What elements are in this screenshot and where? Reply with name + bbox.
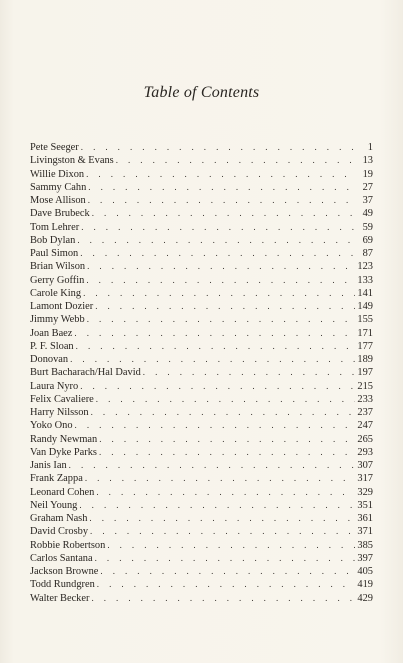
toc-entry-page-number: 49: [362, 208, 373, 220]
toc-entry-page-number: 149: [357, 301, 373, 312]
toc-entry-name: Graham Nash: [30, 513, 88, 524]
dot-leader: [89, 512, 355, 525]
dot-leader: [83, 287, 355, 300]
toc-entry: [30, 234, 373, 247]
toc-entry-name: Pete Seeger: [30, 142, 79, 153]
dot-leader: [86, 168, 355, 181]
dot-leader: [79, 499, 355, 512]
toc-entry-page-number: 307: [357, 460, 373, 471]
toc-entry-name: Neil Young: [30, 499, 78, 511]
toc-entry: [30, 419, 373, 432]
toc-entry-page-number: 405: [357, 566, 373, 577]
dot-leader: [80, 247, 355, 260]
toc-entry-name: Laura Nyro: [30, 380, 79, 392]
dot-leader: [99, 446, 355, 459]
dot-leader: [100, 565, 355, 578]
toc-entry: [30, 340, 373, 353]
toc-entry-name: Dave Brubeck: [30, 208, 90, 220]
dot-leader: [81, 141, 355, 154]
toc-entry-page-number: 385: [357, 539, 373, 551]
toc-entry-name: Jimmy Webb: [30, 314, 85, 326]
toc-entry: [30, 181, 373, 194]
toc-entry: [30, 406, 373, 419]
toc-entry-page-number: 351: [357, 499, 373, 511]
toc-entry: [30, 247, 373, 260]
toc-entry-page-number: 19: [362, 168, 373, 180]
toc-entry: [30, 194, 373, 207]
toc-entry: [30, 366, 373, 379]
dot-leader: [143, 366, 355, 379]
toc-entry-name: P. F. Sloan: [30, 340, 74, 352]
page-title: Table of Contents: [143, 84, 260, 101]
dot-leader: [74, 327, 355, 340]
dot-leader: [95, 300, 355, 313]
toc-entry-name: Carlos Santana: [30, 552, 93, 564]
dot-leader: [88, 194, 355, 207]
toc-entry-name: Van Dyke Parks: [30, 446, 97, 458]
toc-entry: [30, 446, 373, 459]
toc-entry-page-number: 293: [357, 446, 373, 458]
toc-entry-name: David Crosby: [30, 526, 89, 538]
toc-entry-name: Leonard Cohen: [30, 486, 95, 498]
toc-entry: [30, 525, 373, 538]
toc-entry-page-number: 265: [357, 433, 373, 445]
toc-entry: [30, 393, 373, 406]
toc-entry-page-number: 27: [362, 181, 373, 193]
toc-entry: [30, 499, 373, 512]
toc-entry-page-number: 247: [357, 420, 373, 432]
toc-entry-name: Mose Allison: [30, 195, 86, 206]
dot-leader: [77, 234, 355, 247]
toc-entry-name: Janis Ian: [30, 460, 67, 471]
toc-entry-name: Joan Baez: [30, 327, 73, 339]
dot-leader: [107, 539, 355, 552]
toc-entry: [30, 380, 373, 393]
toc-entry-page-number: 197: [357, 367, 373, 379]
toc-entry-name: Paul Simon: [30, 248, 79, 259]
toc-entry-page-number: 233: [357, 393, 373, 405]
toc-entry: [30, 300, 373, 313]
toc-entry-name: Livingston & Evans: [30, 155, 114, 167]
table-of-contents: [30, 141, 373, 605]
toc-entry: [30, 459, 373, 472]
toc-entry-page-number: 13: [362, 155, 373, 167]
toc-entry-page-number: 215: [357, 380, 373, 392]
toc-entry: [30, 512, 373, 525]
toc-entry-page-number: 371: [357, 526, 373, 538]
toc-entry-name: Randy Newman: [30, 433, 98, 445]
dot-leader: [90, 525, 355, 538]
toc-entry: [30, 260, 373, 273]
toc-entry-name: Carole King: [30, 287, 82, 299]
toc-entry-name: Lamont Dozier: [30, 301, 94, 312]
dot-leader: [86, 274, 355, 287]
toc-entry-page-number: 87: [362, 248, 373, 259]
toc-entry-page-number: 237: [357, 407, 373, 418]
toc-entry: [30, 565, 373, 578]
toc-entry: [30, 486, 373, 499]
dot-leader: [69, 459, 355, 472]
toc-entry-name: Gerry Goffin: [30, 274, 85, 286]
toc-entry-page-number: 419: [357, 579, 373, 591]
dot-leader: [92, 207, 355, 220]
toc-entry-page-number: 133: [357, 274, 373, 286]
dot-leader: [91, 406, 355, 419]
toc-entry-page-number: 329: [357, 486, 373, 498]
toc-entry: [30, 168, 373, 181]
dot-leader: [85, 472, 355, 485]
dot-leader: [91, 592, 355, 605]
dot-leader: [75, 419, 355, 432]
toc-entry-name: Walter Becker: [30, 592, 90, 604]
dot-leader: [88, 181, 355, 194]
toc-entry-name: Todd Rundgren: [30, 579, 95, 591]
toc-entry-name: Jackson Browne: [30, 566, 99, 577]
toc-entry: [30, 592, 373, 605]
toc-entry-name: Sammy Cahn: [30, 181, 87, 193]
toc-entry-page-number: 397: [357, 552, 373, 564]
toc-entry: [30, 221, 373, 234]
toc-entry: [30, 141, 373, 154]
toc-entry-page-number: 361: [357, 513, 373, 524]
toc-entry: [30, 154, 373, 167]
toc-entry-page-number: 141: [357, 287, 373, 299]
toc-entry-page-number: 69: [362, 234, 373, 246]
toc-entry: [30, 539, 373, 552]
toc-entry: [30, 552, 373, 565]
toc-entry-name: Felix Cavaliere: [30, 393, 94, 405]
toc-entry-name: Harry Nilsson: [30, 407, 89, 418]
toc-entry-page-number: 189: [357, 354, 373, 365]
toc-entry: [30, 472, 373, 485]
toc-entry-page-number: 37: [362, 195, 373, 206]
toc-entry-name: Willie Dixon: [30, 168, 85, 180]
toc-entry-name: Frank Zappa: [30, 473, 83, 485]
toc-entry-page-number: 171: [357, 327, 373, 339]
toc-entry-page-number: 317: [357, 473, 373, 485]
toc-entry-name: Tom Lehrer: [30, 221, 80, 233]
dot-leader: [81, 221, 355, 234]
toc-entry-page-number: 1: [367, 142, 373, 153]
dot-leader: [80, 380, 355, 393]
toc-entry-page-number: 155: [357, 314, 373, 326]
dot-leader: [70, 353, 355, 366]
toc-entry-name: Burt Bacharach/Hal David: [30, 367, 141, 379]
toc-entry-page-number: 429: [357, 592, 373, 604]
dot-leader: [95, 552, 355, 565]
toc-entry: [30, 274, 373, 287]
toc-entry-name: Yoko Ono: [30, 420, 73, 432]
toc-entry: [30, 578, 373, 591]
toc-entry: [30, 207, 373, 220]
toc-entry: [30, 313, 373, 326]
toc-entry: [30, 287, 373, 300]
dot-leader: [116, 154, 355, 167]
dot-leader: [87, 313, 355, 326]
dot-leader: [96, 393, 355, 406]
toc-entry-name: Brian Wilson: [30, 261, 86, 273]
toc-entry-page-number: 123: [357, 261, 373, 273]
dot-leader: [96, 486, 355, 499]
dot-leader: [99, 433, 355, 446]
toc-entry-name: Bob Dylan: [30, 234, 76, 246]
toc-entry: [30, 353, 373, 366]
toc-entry-name: Robbie Robertson: [30, 539, 106, 551]
dot-leader: [76, 340, 355, 353]
toc-entry-name: Donovan: [30, 354, 69, 365]
toc-entry: [30, 433, 373, 446]
dot-leader: [87, 260, 355, 273]
dot-leader: [97, 578, 355, 591]
toc-entry-page-number: 59: [362, 221, 373, 233]
toc-entry-page-number: 177: [357, 340, 373, 352]
toc-entry: [30, 327, 373, 340]
